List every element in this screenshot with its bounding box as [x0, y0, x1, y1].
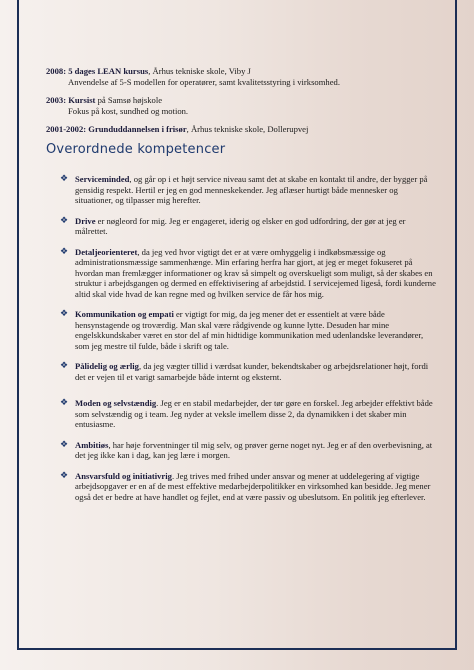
section-heading: Overordnede kompetencer — [46, 141, 226, 157]
list-item — [60, 309, 436, 351]
education-year: 2003 — [46, 95, 64, 105]
competence-text: , da jeg ved hvor vigtigt det er at være omhyggelig i indkøbsmæssige og administrationsmæssige sammenhænge. Min erfaring herfra har gjort, at jeg er meget fokuseret på hvordan man fremlægger informationer og krav så simpelt og overskueligt som muligt, så der skabes en struktur i arbejdsgangen og dermed en effektivisering af arbejdstid. I servicejemed ligeså, fordi kunderne altid skal vide hvad de kan regne med og hvilken service de får hos mig. — [75, 246, 436, 299]
competence-term: Ambitiøs — [75, 439, 109, 450]
competence-term: Ansvarsfuld og initiativrig — [75, 470, 172, 481]
education-description: Anvendelse af 5-S modellen for operatører, samt kvalitetsstyring i virksomhed. — [68, 76, 340, 87]
education-entry — [46, 124, 436, 135]
competence-term: Moden og selvstændig — [75, 398, 157, 408]
competence-text: , da jeg vægter tillid i værdsat kunder, bekendtskaber og arbejdsrelationer højt, fordi det er vejen til et varigt samarbejde både internt og eksternt. — [75, 361, 429, 382]
diamond-bullet-icon: ❖ — [60, 470, 69, 481]
competence-term: Pålidelig og ærlig — [75, 361, 139, 371]
diamond-bullet-icon: ❖ — [60, 361, 69, 371]
education-entry — [46, 95, 436, 116]
education-description: Fokus på kost, sundhed og motion. — [68, 105, 189, 116]
competence-text: er nøgleord for mig. Jeg er engageret, iderig og elsker en god udfordring, der gør at jeg er målrettet. — [75, 215, 406, 236]
list-item — [60, 398, 436, 430]
education-place: på Samsø højskole — [95, 95, 163, 105]
competence-text: er vigtigt for mig, da jeg mener det er essentielt at være både hensynstagende og troværdig. Man skal være rådgivende og kunne lytte. Desuden har mine engelskkundskaber været en stor del af min hidtidige kommunikation med udenlandske leverandører, som jeg mestre til fulde, både i skrift og tale. — [75, 309, 424, 351]
list-item — [60, 174, 436, 206]
list-item — [60, 440, 436, 461]
competence-term: Kommunikation og empati — [75, 309, 174, 319]
competence-term: Detaljeorienteret — [75, 246, 138, 257]
education-entry — [46, 66, 436, 87]
diamond-bullet-icon: ❖ — [60, 174, 69, 184]
list-item — [60, 471, 436, 503]
competence-text: . Jeg er en stabil medarbejder, der tør gøre en forskel. Jeg arbejder effektivt både som selvstændig og i team. Jeg nyder at veksle imellem disse 2, da dynamikken i det skaber min entusiasme. — [75, 398, 433, 429]
competence-term: Serviceminded — [75, 174, 130, 184]
cv-content — [46, 66, 436, 512]
diamond-bullet-icon: ❖ — [60, 398, 69, 408]
diamond-bullet-icon: ❖ — [60, 215, 69, 226]
diamond-bullet-icon: ❖ — [60, 309, 69, 319]
list-item — [60, 216, 436, 237]
education-place: , Århus tekniske skole, Viby J — [148, 66, 251, 76]
competence-text: , og går op i et højt service niveau samt det at skabe en kontakt til andre, der bygger på gensidig respekt. Hertil er jeg en god menneskekender. Jeg aflæser hurtigt både mennesker og situationer, og tilpasser mig herefter. — [75, 174, 428, 205]
competence-term: Drive — [75, 215, 96, 226]
education-year: 2001-2002 — [46, 124, 84, 134]
education-year: 2008: 5 dages LEAN kursus — [46, 66, 149, 76]
list-item — [60, 361, 436, 382]
education-title: : Grunduddannelsen i frisør — [83, 124, 187, 134]
diamond-bullet-icon: ❖ — [60, 246, 69, 257]
education-title: : Kursist — [63, 95, 96, 105]
competence-text: . Jeg trives med frihed under ansvar og mener at uddelegering af vigtige arbejdsopgaver er en af de mest effektive medarbejderpolitikker en virksomhed kan besidde. Jeg mener også det er bedre at have handlet og fejlet, end at være passiv og ubeslutsom. En politik jeg efterlever. — [75, 470, 431, 502]
competence-text: , har høje forventninger til mig selv, og prøver gerne noget nyt. Jeg er af den overbevisning, at det jeg ikke kan i dag, kan jeg lære i morgen. — [75, 439, 433, 460]
education-place: , Århus tekniske skole, Dollerupvej — [186, 124, 309, 134]
list-item — [60, 247, 436, 300]
diamond-bullet-icon: ❖ — [60, 439, 69, 450]
competence-list — [46, 174, 436, 502]
